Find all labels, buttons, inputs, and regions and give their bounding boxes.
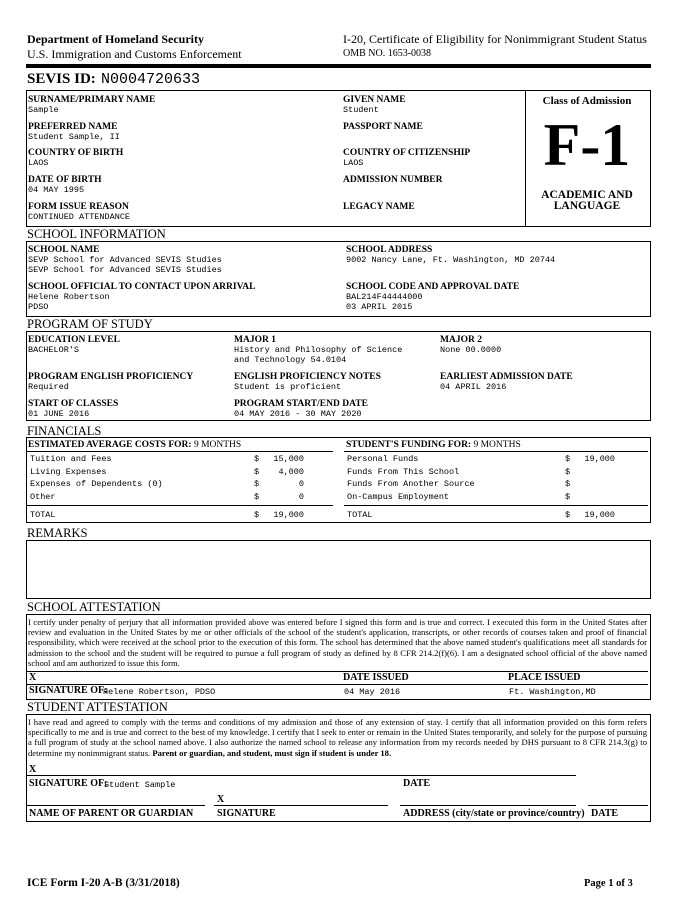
form-issue-reason-label: FORM ISSUE REASON [28,202,129,212]
student-attestation-text: I have read and agreed to comply with the terms and conditions of my admission and those of any extension of stay. I certify that all information provided on this form refers specifically to me and is true and correct to the best of my knowledge. I certify that I seek to enter or remain in the United States temporarily, and solely for the purpose of pursuing a full program of study at the school named above. I also authorize the named school to release any information from my records needed by DHS pursuant to 8 CFR 214.3(g) to determine my nonimmigrant status. Parent or guardian, and student, must sign if student is under 18. [28,717,647,758]
country-of-birth-label: COUNTRY OF BIRTH [28,148,124,158]
funding-total-rule [344,505,648,506]
funding-header: STUDENT'S FUNDING FOR: 9 MONTHS [346,440,521,450]
cost-item-name: Expenses of Dependents (0) [30,479,163,489]
country-of-citizenship-value: LAOS [343,158,364,168]
agency-name: Department of Homeland Security [27,32,204,46]
country-of-birth-value: LAOS [28,158,49,168]
school-code-label: SCHOOL CODE AND APPROVAL DATE [346,282,520,292]
funding-item-currency: $ [565,479,571,489]
parent-address-rule [400,805,576,806]
cost-item-name: Tuition and Fees [30,454,112,464]
funding-item-currency: $ [565,466,571,477]
date-issued-value: 04 May 2016 [344,687,401,697]
surname-value: Sample [28,105,59,115]
omb-number: OMB NO. 1653-0038 [343,48,432,59]
school-name-line1: SEVP School for Advanced SEVIS Studies [28,255,222,265]
education-level-label: EDUCATION LEVEL [28,335,120,345]
given-name-label: GIVEN NAME [343,95,406,105]
program-dates-label: PROGRAM START/END DATE [234,399,368,409]
funding-item-name: Funds From Another Source [347,479,475,489]
place-issued-label: PLACE ISSUED [508,672,581,683]
funding-item-name: Personal Funds [347,454,419,464]
parent-address-label: ADDRESS (city/state or province/country) [403,808,585,819]
parent-signature-label: SIGNATURE [217,808,276,819]
program-dates-value: 04 MAY 2016 - 30 MAY 2020 [234,409,362,419]
costs-total-label: TOTAL [30,510,56,520]
funding-item-currency: $ [565,454,571,464]
class-of-admission-label: Class of Admission [542,95,632,107]
major1-label: MAJOR 1 [234,335,276,345]
sevis-id-value: N0004720633 [101,71,201,88]
date-of-birth-label: DATE OF BIRTH [28,175,102,185]
cost-item-currency: $ [254,466,260,477]
parent-name-rule [27,805,205,806]
cost-item-currency: $ [254,454,260,464]
funding-item-amount: 19,000 [584,454,615,464]
passport-name-label: PASSPORT NAME [343,122,423,132]
form-title: I-20, Certificate of Eligibility for Nonimmigrant Student Status [343,32,647,46]
major1-line1: History and Philosophy of Science [234,345,403,355]
funding-total-amount: 19,000 [584,510,615,520]
preferred-name-label: PREFERRED NAME [28,122,118,132]
admission-number-label: ADMISSION NUMBER [343,175,443,185]
header-rule [26,64,651,68]
parent-name-label: NAME OF PARENT OR GUARDIAN [29,808,194,819]
cost-item-name: Living Expenses [30,466,107,477]
place-issued-value: Ft. Washington,MD [509,687,596,697]
costs-header-rule [27,451,333,452]
major2-value: None 00.0000 [440,345,502,355]
school-official-title: PDSO [28,302,49,312]
start-of-classes-label: START OF CLASSES [28,399,119,409]
funding-item-name: Funds From This School [347,466,460,477]
given-name-value: Student [343,105,379,115]
english-proficiency-label: PROGRAM ENGLISH PROFICIENCY [28,372,194,382]
school-name-line2: SEVP School for Advanced SEVIS Studies [28,265,222,275]
funding-item-name: On-Campus Employment [347,491,450,502]
remarks-title: REMARKS [27,526,88,540]
school-official-label: SCHOOL OFFICIAL TO CONTACT UPON ARRIVAL [28,282,256,292]
funding-header-rule [344,451,648,452]
parent-signature-rule [214,805,388,806]
school-signature-name: Helene Robertson, PDSO [103,687,216,697]
funding-total-label: TOTAL [347,510,373,520]
financials-title: FINANCIALS [27,424,102,438]
earliest-admission-label: EARLIEST ADMISSION DATE [440,372,573,382]
date-of-birth-value: 04 MAY 1995 [28,185,85,195]
start-of-classes-value: 01 JUNE 2016 [28,409,90,419]
school-x-mark: X [29,672,37,683]
funding-item-currency: $ [565,491,571,502]
class-desc-line1: ACADEMIC AND [541,189,633,201]
costs-total-amount: 19,000 [273,510,304,520]
earliest-admission-value: 04 APRIL 2016 [440,382,507,392]
english-notes-label: ENGLISH PROFICIENCY NOTES [234,372,381,382]
major1-line2: and Technology 54.0104 [234,355,347,365]
student-sign-rule [27,775,576,776]
cost-item-amount: 4,000 [278,466,304,477]
program-title: PROGRAM OF STUDY [27,317,153,331]
class-of-admission-code: F-1 [543,112,631,178]
student-signature-label: SIGNATURE OF: [29,778,108,789]
costs-total-rule [27,505,333,506]
school-address-label: SCHOOL ADDRESS [346,245,433,255]
school-official-name: Helene Robertson [28,292,110,302]
school-name-label: SCHOOL NAME [28,245,100,255]
student-date-label: DATE [403,778,431,789]
cost-item-amount: 15,000 [273,454,304,464]
surname-label: SURNAME/PRIMARY NAME [28,95,156,105]
sevis-id-label: SEVIS ID: [27,71,96,87]
preferred-name-value: Student Sample, II [28,132,120,142]
form-identifier: ICE Form I-20 A-B (3/31/2018) [27,877,180,889]
school-signature-label: SIGNATURE OF: [29,685,108,696]
student-x-mark: X [29,764,37,775]
remarks-box [26,540,651,599]
country-of-citizenship-label: COUNTRY OF CITIZENSHIP [343,148,471,158]
school-code-value: BAL214F44444000 [346,292,423,302]
cost-item-name: Other [30,491,56,502]
cost-item-amount: 0 [298,479,304,489]
student-attestation-title: STUDENT ATTESTATION [27,700,168,714]
parent-date-rule [588,805,648,806]
school-attestation-text: I certify under penalty of perjury that all information provided above was entered before I signed this form and is true and correct. I executed this form in the United States after review and evaluation in the United States by me or other officials of the school of the student's application, transcripts, or other records of courses taken and proof of financial responsibility, which were received at the school prior to the execution of this form. The school has determined that the above named student's qualifications meet all standards for admission to the school and the student will be required to pursue a full program of study as defined by 8 CFR 214.2(f)(6). I am a designated school official of the above named school and am authorized to issue this form. [28,617,647,668]
date-issued-label: DATE ISSUED [343,672,409,683]
class-desc-line2: LANGUAGE [553,200,621,212]
parent-date-label: DATE [591,808,619,819]
page-number: Page 1 of 3 [584,878,633,889]
costs-total-currency: $ [254,510,260,520]
funding-total-currency: $ [565,510,571,520]
school-info-title: SCHOOL INFORMATION [27,227,166,241]
legacy-name-label: LEGACY NAME [343,202,415,212]
school-approval-date: 03 APRIL 2015 [346,302,413,312]
english-notes-value: Student is proficient [234,382,342,392]
cost-item-currency: $ [254,479,260,489]
school-sign-rule [27,684,648,685]
school-address-value: 9002 Nancy Lane, Ft. Washington, MD 20744 [346,255,556,265]
cost-item-currency: $ [254,491,260,502]
parent-x-mark: X [217,794,225,805]
sub-agency-name: U.S. Immigration and Customs Enforcement [27,47,242,61]
education-level-value: BACHELOR'S [28,345,80,355]
student-signature-name: Student Sample [104,780,176,790]
english-proficiency-value: Required [28,382,69,392]
costs-header: ESTIMATED AVERAGE COSTS FOR: 9 MONTHS [28,440,242,450]
form-issue-reason-value: CONTINUED ATTENDANCE [28,212,131,222]
school-attestation-title: SCHOOL ATTESTATION [27,600,161,614]
school-info-box [26,241,651,317]
cost-item-amount: 0 [298,491,304,502]
major2-label: MAJOR 2 [440,335,482,345]
